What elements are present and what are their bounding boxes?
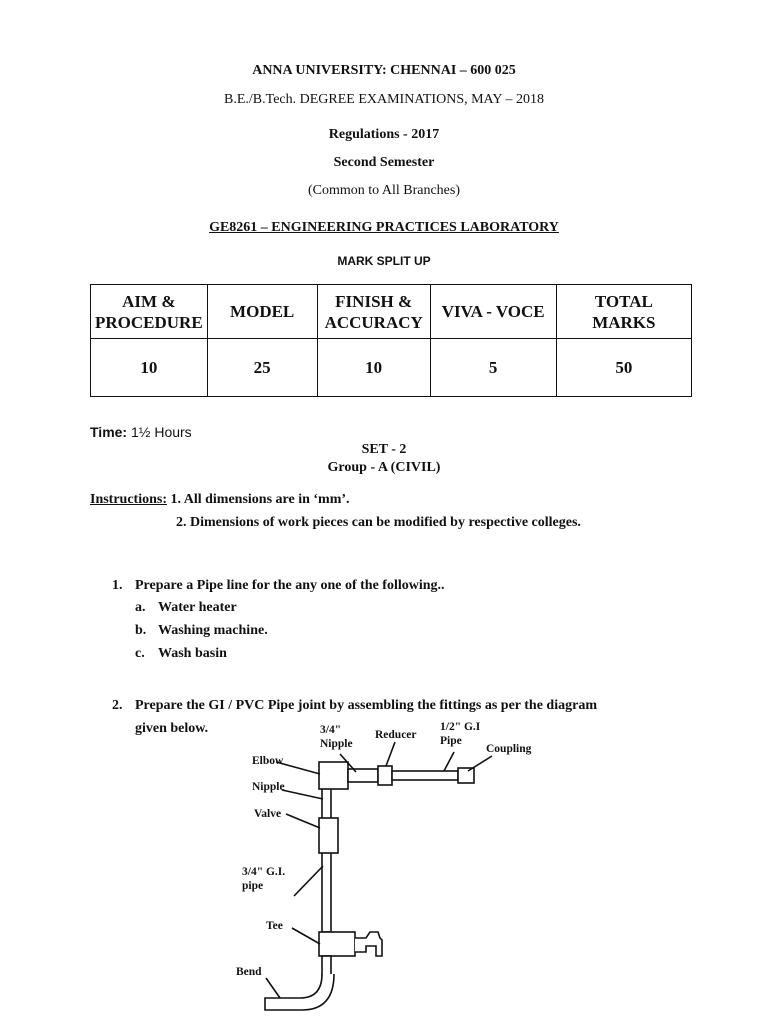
question-1-subitem: Wash basin <box>158 646 227 661</box>
question-1-subitem: Washing machine. <box>158 623 268 638</box>
question-1-subitem-letter: b. <box>135 623 147 638</box>
semester: Second Semester <box>333 155 435 170</box>
label-half-inch-pipe: 1/2" G.I <box>440 721 481 733</box>
question-1-text: Prepare a Pipe line for the any one of the following.. <box>135 578 445 593</box>
question-1-subitem: Water heater <box>158 600 237 615</box>
course-title: GE8261 – ENGINEERING PRACTICES LABORATORY <box>209 220 559 235</box>
label-half-inch-pipe: Pipe <box>440 735 462 747</box>
value-aim-procedure: 10 <box>91 339 208 397</box>
question-2-text: Prepare the GI / PVC Pipe joint by assembling the fittings as per the diagram <box>135 698 597 713</box>
header-finish-accuracy <box>317 285 430 339</box>
coupling-fitting <box>458 768 474 783</box>
label-valve: Valve <box>254 808 282 820</box>
valve-fitting <box>319 818 338 853</box>
reducer-fitting <box>378 766 392 785</box>
instructions-label: Instructions: <box>90 492 168 507</box>
label-nipple: Nipple <box>252 781 285 793</box>
tee-fitting <box>319 932 355 956</box>
group-title: Group - A (CIVIL) <box>327 460 441 475</box>
header-line: MODEL <box>230 302 295 321</box>
value-viva-voce: 5 <box>430 339 556 397</box>
tap-fitting <box>355 932 382 956</box>
half-inch-pipe <box>392 771 458 780</box>
time-line <box>90 424 192 440</box>
instruction-item: 2. Dimensions of work pieces can be modified by respective colleges. <box>176 515 581 530</box>
set-title: SET - 2 <box>361 442 407 457</box>
label-gi-pipe: pipe <box>242 880 264 892</box>
question-1-subitem-letter: a. <box>135 600 146 615</box>
label-nipple-top: 3/4" <box>320 724 342 736</box>
header-model <box>207 285 317 339</box>
marks-table <box>90 284 692 397</box>
university-title: ANNA UNIVERSITY: CHENNAI – 600 025 <box>252 63 516 78</box>
question-2-number: 2. <box>112 698 123 713</box>
header-line: PROCEDURE <box>95 312 203 332</box>
header-line: ACCURACY <box>324 312 423 332</box>
instructions-line-1 <box>90 492 350 508</box>
header-line: MARKS <box>592 312 656 332</box>
mark-split-title: MARK SPLIT UP <box>337 254 431 268</box>
label-nipple-top: Nipple <box>320 738 353 750</box>
vertical-pipe <box>322 780 331 932</box>
label-coupling: Coupling <box>486 743 532 755</box>
label-gi-pipe: 3/4" G.I. <box>242 866 286 878</box>
value-model: 25 <box>207 339 317 397</box>
lower-pipe <box>322 956 331 976</box>
label-bend: Bend <box>236 966 262 978</box>
time-value: 1½ Hours <box>130 424 192 440</box>
nipple-fitting <box>348 769 378 782</box>
common-branches: (Common to All Branches) <box>307 183 461 198</box>
marks-header-row <box>91 285 692 339</box>
question-1-subitem-letter: c. <box>135 646 145 661</box>
header-line: VIVA - VOCE <box>441 302 545 321</box>
header-aim-procedure <box>91 285 208 339</box>
question-1-number: 1. <box>112 578 123 593</box>
header-line: AIM & <box>122 291 176 311</box>
value-total-marks: 50 <box>556 339 691 397</box>
instruction-item: 1. All dimensions are in ‘mm’. <box>170 492 350 507</box>
time-label: Time: <box>90 424 128 440</box>
value-finish-accuracy: 10 <box>317 339 430 397</box>
label-elbow: Elbow <box>252 755 284 767</box>
exam-title: B.E./B.Tech. DEGREE EXAMINATIONS, MAY – 2018 <box>224 92 544 107</box>
header-viva-voce <box>430 285 556 339</box>
header-line: TOTAL <box>594 291 653 311</box>
header-total-marks <box>556 285 691 339</box>
regulations: Regulations - 2017 <box>328 127 440 142</box>
elbow-fitting <box>319 762 348 789</box>
pipe-joint-diagram <box>230 716 540 1024</box>
header-line: FINISH & <box>335 291 413 311</box>
marks-value-row <box>91 339 692 397</box>
question-2-text-line2: given below. <box>135 721 209 736</box>
label-reducer: Reducer <box>375 729 417 741</box>
label-tee: Tee <box>266 920 283 932</box>
